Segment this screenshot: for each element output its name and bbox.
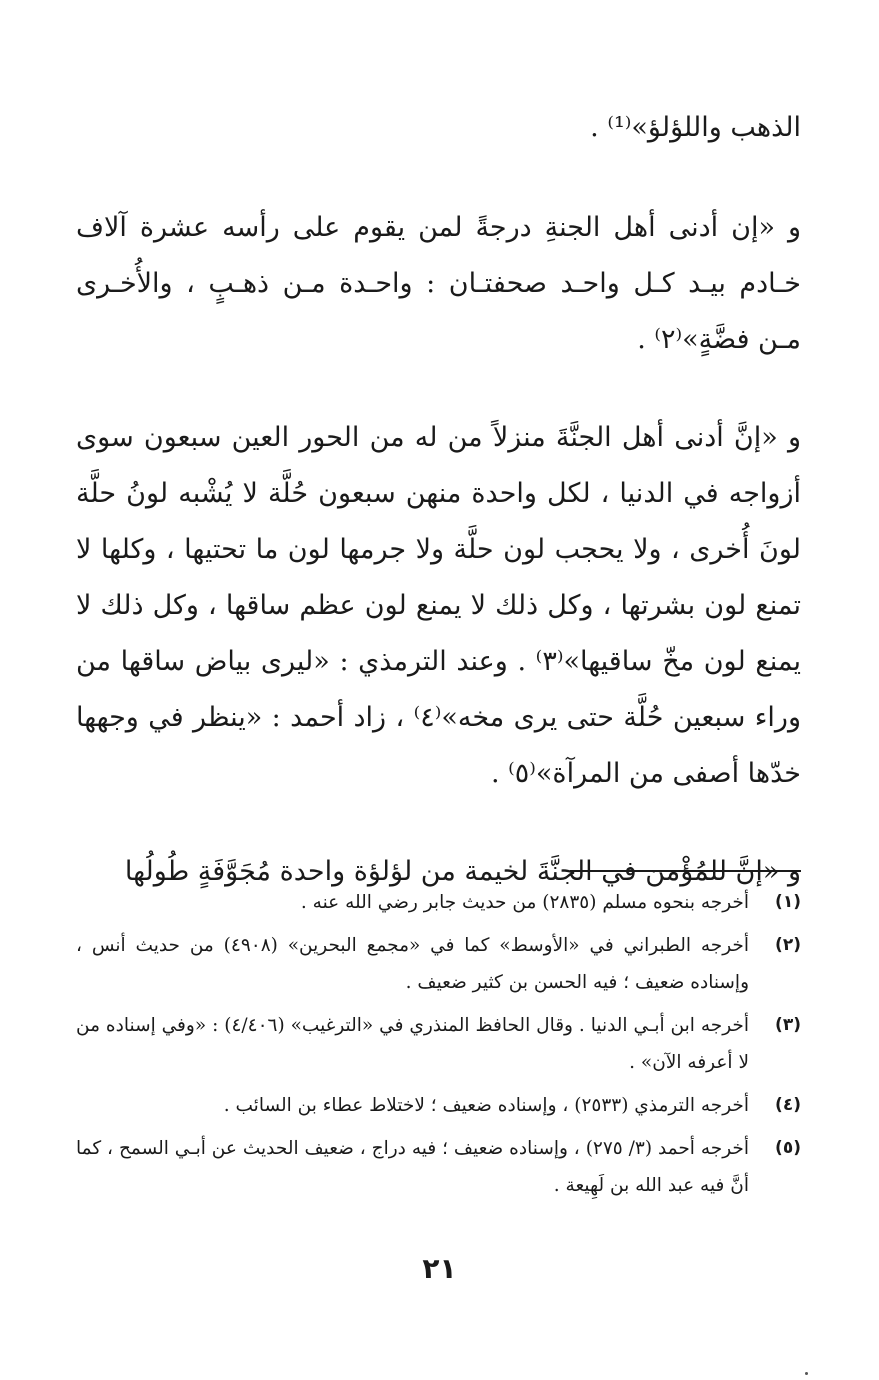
footnote-number: (١): [775, 892, 801, 912]
footnote: [76, 1087, 801, 1124]
footnote: [76, 927, 801, 1001]
footnote-text: أخرجه الطبراني في «الأوسط» كما في «مجمع البحرين» (٤٩٠٨) من حديث أنس ، وإسناده ضعيف ؛ فيه الحسن بن كثير ضعيف .: [76, 935, 749, 993]
footnote-text: أخرجه الترمذي (٢٥٣٣) ، وإسناده ضعيف ؛ لاختلاط عطاء بن السائب .: [223, 1095, 749, 1116]
footnote-text: أخرجه ابن أبـي الدنيا . وقال الحافظ المنذري في «الترغيب» (٤/٤٠٦) : «وفي إسناده من لا أعرفه الآن» .: [76, 1015, 749, 1073]
footnote-text: أخرجه بنحوه مسلم (٢٨٣٥) من حديث جابر رضي الله عنه .: [300, 892, 749, 913]
footnote-separator: [570, 870, 801, 872]
paragraph: و «إنَّ للمُؤْمن في الجنَّةَ لخيمة من لؤلؤة واحدة مُجَوَّفَةٍ طُولُها: [124, 856, 801, 887]
scan-speck: [805, 1372, 808, 1375]
footnote: [76, 884, 801, 921]
footnote-text: أخرجه أحمد (٣/ ٢٧٥) ، وإسناده ضعيف ؛ فيه دراج ، ضعيف الحديث عن أبـي السمح ، كما أنَّ فيه عبد الله بن لَهِيعة .: [76, 1138, 749, 1196]
paragraph: و «إنَّ أدنى أهل الجنَّةَ منزلاً من له من الحور العين سبعون سوى أزواجه في الدنيا ، لكل واحدة منهن سبعون حُلَّة لا يُشْبه لونُ حلَّة لونَ أُخرى ، ولا يحجب لون حلَّة ولا جرمها لون ما تحتيها ، وكلها لا تمنع لون بشرتها ، وكل ذلك لا يمنع لون عظم ساقها ، وكل ذلك لا يمنع لون مخّ ساقيها»⁽٣⁾ . وعند الترمذي : «ليرى بياض ساقها من وراء سبعين حُلَّة حتى يرى مخه»⁽٤⁾ ، زاد أحمد : «ينظر في وجهها خدّها أصفى من المرآة»⁽٥⁾ .: [76, 422, 801, 789]
footnote: [76, 1007, 801, 1081]
main-text: [76, 100, 801, 942]
page-number: ٢١: [422, 1252, 457, 1285]
footnote-number: (٣): [775, 1015, 801, 1035]
paragraph: الذهب واللؤلؤ»⁽¹⁾ .: [590, 112, 801, 143]
footnote: [76, 1130, 801, 1204]
footnote-number: (٤): [775, 1095, 801, 1115]
footnote-number: (٥): [775, 1138, 801, 1158]
footnote-number: (٢): [775, 935, 801, 955]
paragraph: و «إن أدنى أهل الجنةِ درجةً لمن يقوم على رأسه عشرة آلاف خـادم بيـد كـل واحـد صحفتـان : واحـدة مـن ذهـبٍ ، والأُخـرى مـن فضَّةٍ»⁽٢⁾ .: [76, 212, 801, 355]
footnotes: [76, 884, 801, 1210]
